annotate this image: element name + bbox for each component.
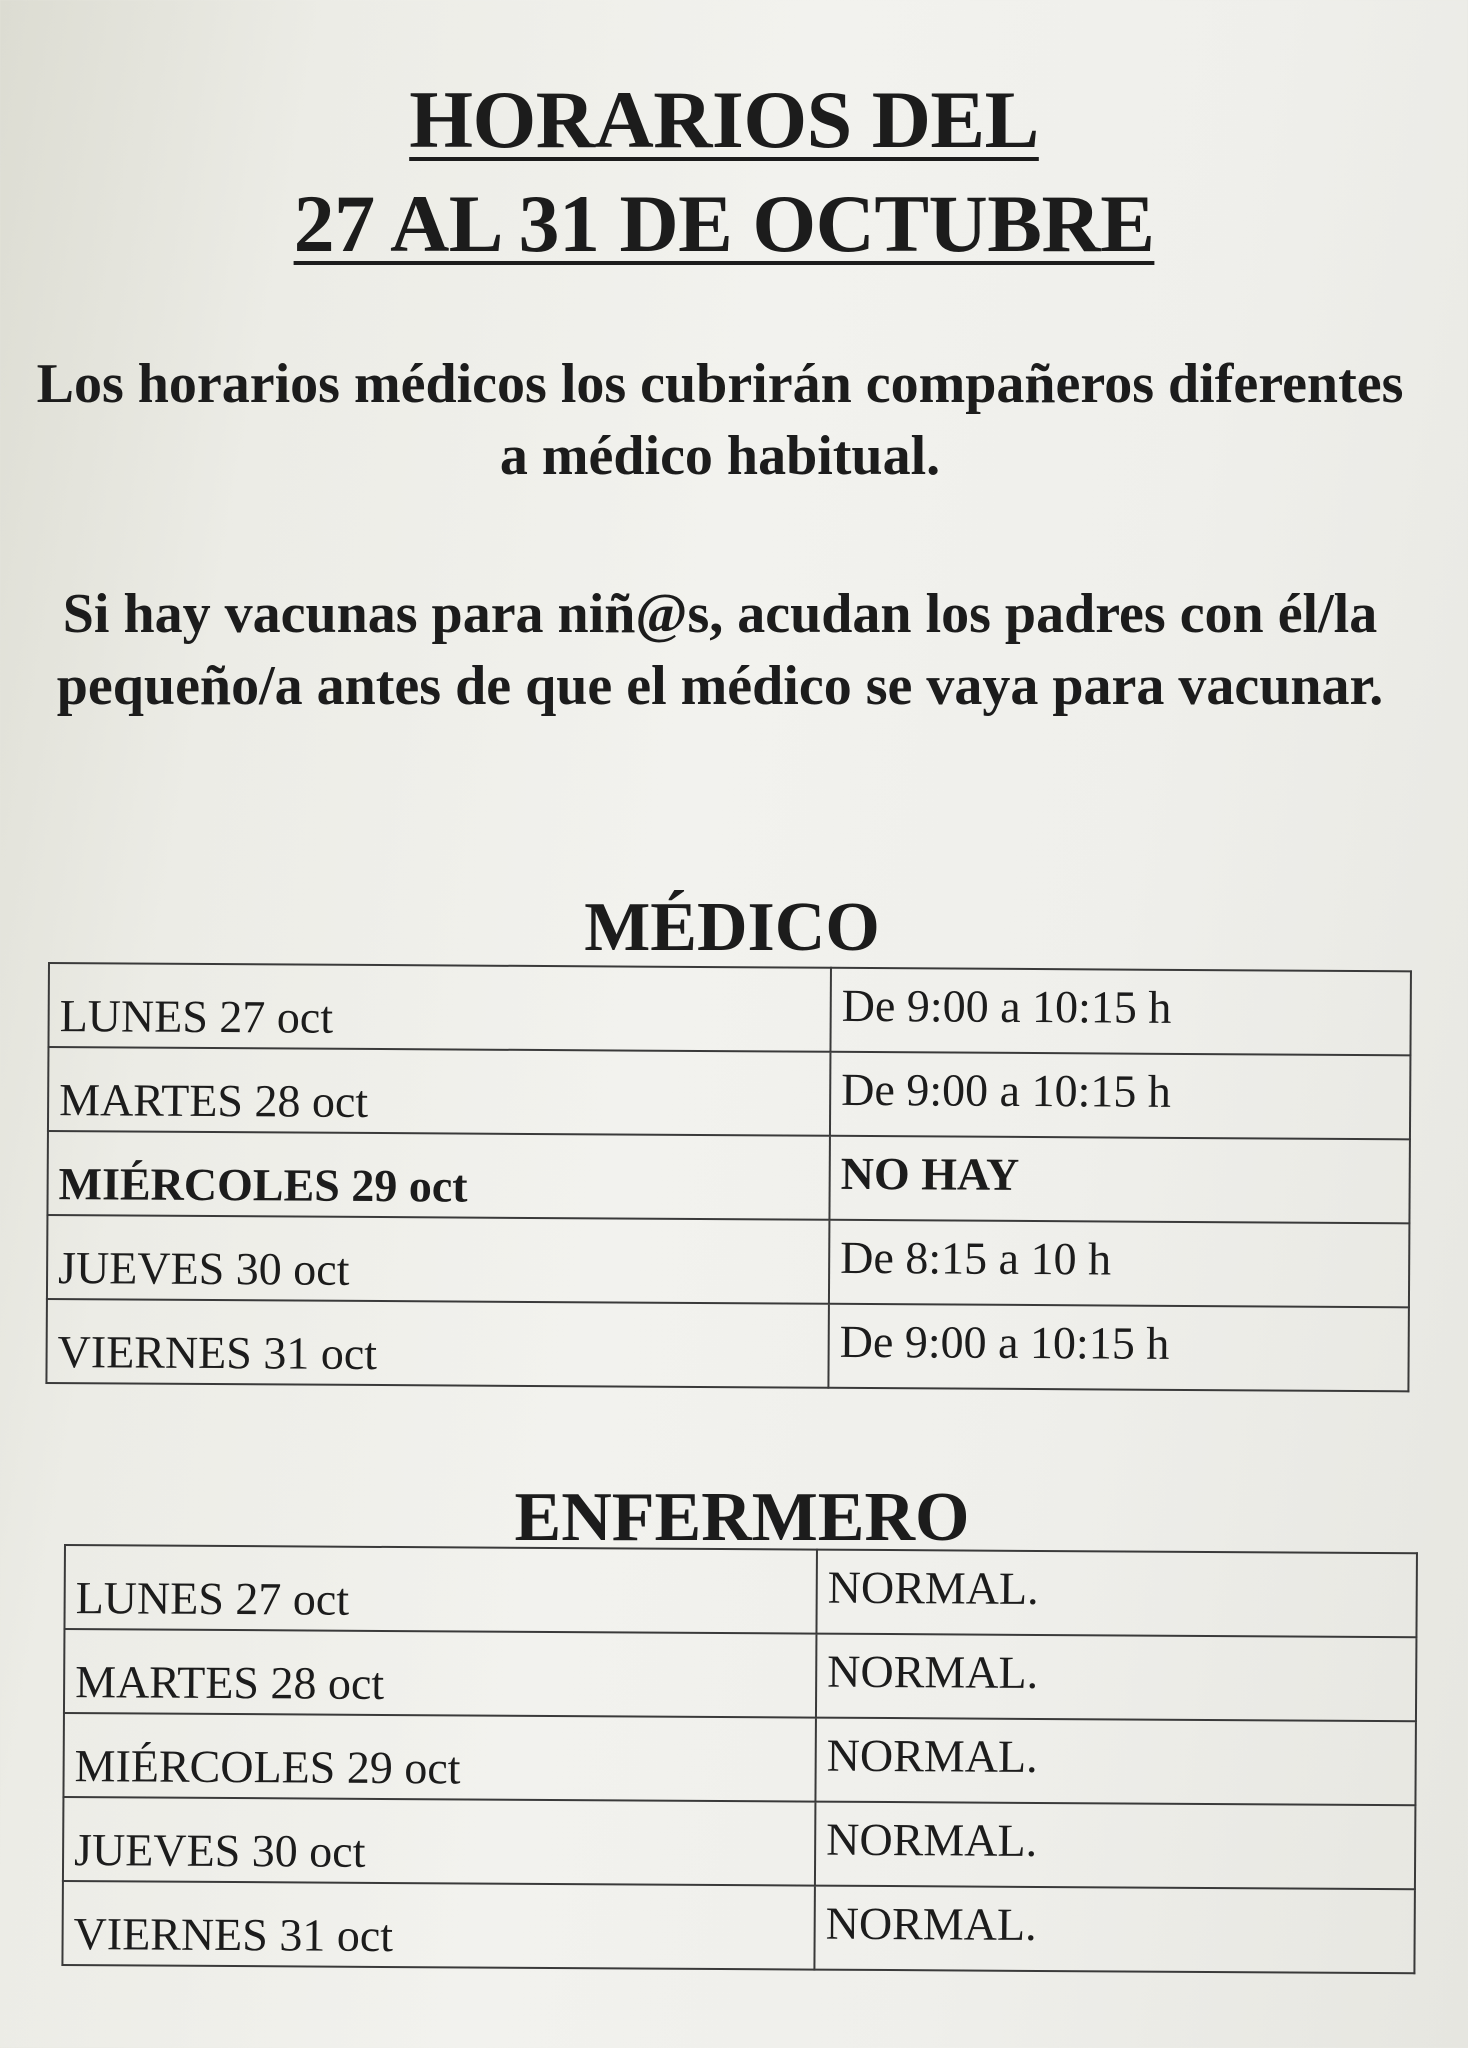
notice-paragraph-1: Los horarios médicos los cubrirán compañeros diferentes a médico habitual. <box>36 353 1404 487</box>
time-cell: NORMAL. <box>815 1802 1416 1890</box>
day-cell: MARTES 28 oct <box>64 1629 816 1718</box>
day-cell: LUNES 27 oct <box>48 963 830 1052</box>
medico-heading: MÉDICO <box>584 889 880 966</box>
page-title-line-1: HORARIOS DEL <box>409 74 1039 165</box>
time-cell: De 9:00 a 10:15 h <box>830 968 1411 1056</box>
time-cell: NORMAL. <box>816 1634 1417 1722</box>
table-row <box>63 1797 1415 1889</box>
table-row <box>48 963 1410 1055</box>
table-row <box>47 1215 1409 1307</box>
enfermero-schedule-table <box>61 1544 1418 1974</box>
time-cell: NORMAL. <box>815 1718 1416 1806</box>
time-cell: De 8:15 a 10 h <box>829 1220 1410 1308</box>
time-cell: NO HAY <box>829 1136 1410 1224</box>
time-cell: NORMAL. <box>816 1550 1417 1638</box>
day-cell: MIÉRCOLES 29 oct <box>47 1131 829 1220</box>
table-row <box>64 1545 1416 1637</box>
table-row <box>62 1881 1414 1973</box>
time-cell: De 9:00 a 10:15 h <box>830 1052 1411 1140</box>
table-row <box>47 1131 1409 1223</box>
day-cell: MARTES 28 oct <box>48 1047 830 1136</box>
day-cell: LUNES 27 oct <box>64 1545 816 1634</box>
notice-paragraph-2: Si hay vacunas para niñ@s, acudan los padres con él/la pequeño/a antes de que el médico se vaya para vacunar. <box>56 583 1384 717</box>
day-cell: MIÉRCOLES 29 oct <box>63 1713 815 1802</box>
table-row <box>46 1299 1408 1391</box>
enfermero-heading: ENFERMERO <box>514 1479 970 1556</box>
table-row <box>48 1047 1410 1139</box>
medico-schedule-table <box>45 962 1412 1392</box>
time-cell: De 9:00 a 10:15 h <box>828 1304 1409 1392</box>
day-cell: VIERNES 31 oct <box>46 1299 828 1388</box>
time-cell: NORMAL. <box>814 1886 1415 1974</box>
day-cell: JUEVES 30 oct <box>63 1797 815 1886</box>
day-cell: VIERNES 31 oct <box>62 1881 814 1970</box>
table-row <box>63 1713 1415 1805</box>
day-cell: JUEVES 30 oct <box>47 1215 829 1304</box>
page-title-line-2: 27 AL 31 DE OCTUBRE <box>293 178 1155 269</box>
table-row <box>64 1629 1416 1721</box>
